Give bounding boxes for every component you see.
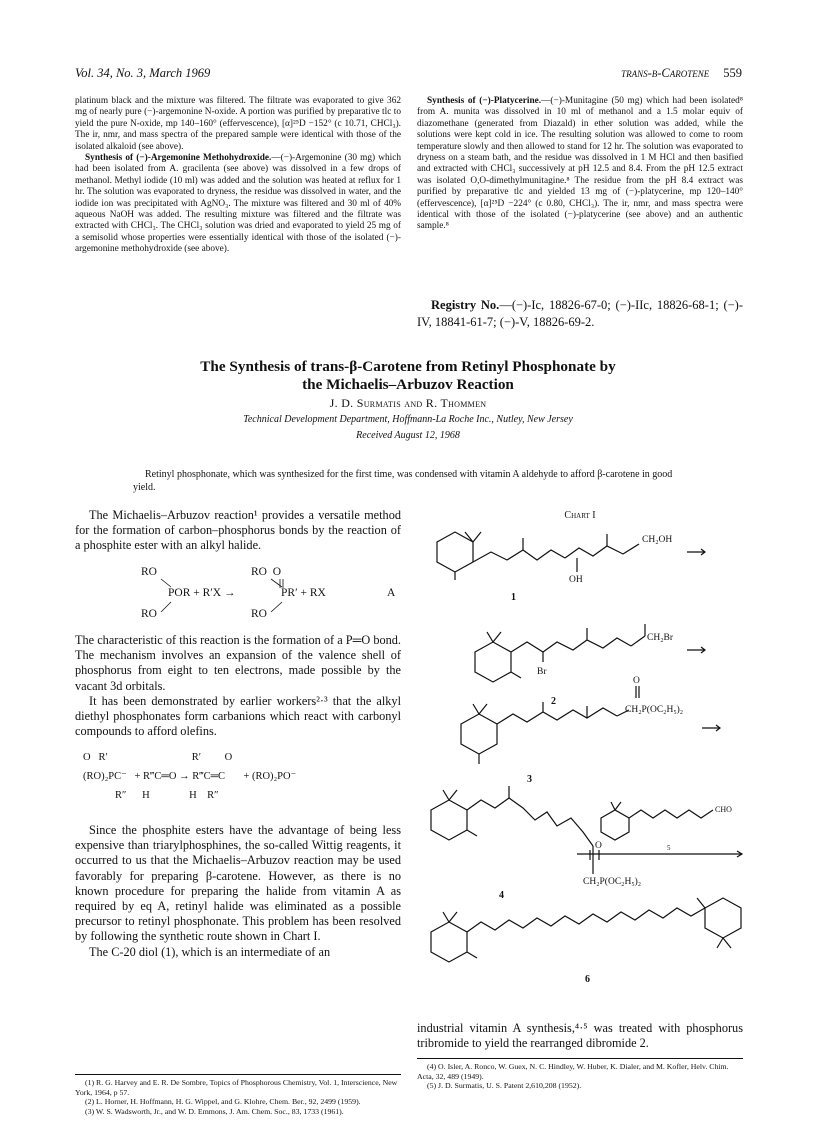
journal-header: Vol. 34, No. 3, March 1969	[75, 66, 211, 80]
compound-number: 3	[527, 774, 532, 785]
body-left-lower	[75, 823, 401, 960]
footnote: (2) L. Horner, H. Hoffmann, H. G. Wippel, and G. Klohre, Chem. Ber., 92, 2499 (1959).	[85, 1097, 361, 1107]
compound-1	[437, 532, 705, 603]
body-right-continuation	[417, 1021, 743, 1051]
affiliation: Technical Development Department, Hoffmann-La Roche Inc., Nutley, New Jersey	[243, 414, 573, 425]
running-title: trans-β-Carotene	[621, 66, 710, 80]
reagent-number: 5	[667, 844, 671, 852]
substituent-label: CH₂Br	[647, 633, 674, 643]
substituent-label: CH₂P(OC₂H₅)₂	[583, 877, 642, 887]
paragraph: industrial vitamin A synthesis,⁴·⁵ was treated with phosphorus tribromide to yield the rearranged dibromide 2.	[417, 1021, 743, 1051]
eq-term: RO O	[251, 566, 282, 578]
footnote: (3) W. S. Wadsworth, Jr., and W. D. Emmons, J. Am. Chem. Soc., 83, 1733 (1961).	[85, 1106, 344, 1116]
substituent-label: Br	[537, 667, 547, 677]
paragraph: The C-20 diol (1), which is an intermediate of an	[89, 944, 331, 959]
compound-number: 1	[511, 592, 516, 603]
substituent-label: O	[633, 676, 640, 686]
body-left-middle	[75, 633, 401, 739]
paragraph-text: —(−)-Munitagine (50 mg) which had been isolated⁸ from A. munita was dissolved in 10 ml of methanol and a 1.5 molar equiv of diazomethane (generated from Diazald) in ether solution was added, while the solutions were kept cold in ice. The resulting solution was allowed to come to room temperature slowly and then allowed to stand for 12 hr. The solution was evaporated to dryness on a steam bath, and the residue was dissolved in 1 M HCl and then basified and extracted with CHCl₃ successively at pH 12.5 and 8.4. From the pH 12.5 extract was isolated O,O-dimethylmunitagine.⁸ The residue from the pH 8.4 extract was purified by preparative tlc and yielded 13 mg of (−)-platycerine, mp 120–140° (effervescence), [α]²⁵D −224° (c 0.80, CHCl₃). The ir, nmr, and mass spectra were identical with those of the isolated (−)-platycerine (see above) and an authentic sample.⁸	[417, 96, 744, 232]
substituent-label: OH	[569, 575, 583, 585]
compound-number: 2	[551, 696, 556, 707]
eq-label: A	[387, 587, 396, 599]
chart-i-scheme	[417, 520, 747, 990]
footnote: (1) R. G. Harvey and E. R. De Sombre, Topics of Phosphorous Chemistry, Vol. 1, Interscience, New York, 1964, p 57.	[75, 1078, 398, 1097]
compound-number: 6	[585, 974, 590, 985]
footnotes-left	[75, 1078, 401, 1116]
paragraph: It has been demonstrated by earlier workers²·³ that the alkyl diethyl phosphonates form carbanions which react with carbonyl compounds to afford olefins.	[75, 693, 401, 739]
eq-row: O R′ R′ O	[83, 752, 233, 763]
paragraph: The characteristic of this reaction is the formation of a P═O bond. The mechanism involves an expansion of the valence shell of phosphorus from eight to ten electrons, made possible by the vacant 3d orbitals.	[75, 633, 401, 693]
prev-article-left-column	[75, 96, 401, 256]
abstract: Retinyl phosphonate, which was synthesized for the first time, was condensed with vitamin A aldehyde to afford β-carotene in good yield.	[133, 469, 673, 493]
compound-3	[461, 676, 720, 785]
compound-number: 4	[499, 890, 504, 901]
substituent-label: CH₂P(OC₂H₅)₂	[625, 705, 684, 715]
substituent-label: CH₂OH	[642, 535, 673, 545]
paragraph	[75, 153, 401, 256]
footnote-rule	[75, 1074, 401, 1075]
running-header	[520, 66, 742, 81]
paragraph: platinum black and the mixture was filtered. The filtrate was evaporated to give 362 mg of nearly pure (−)-argemonine N-oxide. A portion was purified by preparative tlc to yield the pure N-oxide, mp 140–160° (effervescence), [α]²⁵D −152° (c 10.71, CHCl₃). The ir, nmr, and mass spectra of the prepared sample were identical with those of the isolated alkaloid (see above).	[75, 96, 401, 152]
eq-term: RO	[141, 608, 157, 620]
paragraph-heading: Synthesis of (−)-Platycerine.	[427, 96, 542, 106]
paragraph-text: —(−)-Argemonine (30 mg) which had been isolated from A. gracilenta (see above) was dissolved in a few drops of methanol. Methyl iodide (10 ml) was added and the solution was heated at reflux for 1 hr. The solution was evaporated to dryness, the residue was dissolved in water, and the iodide ion was precipitated with AgNO₃. The mixture was filtered and 30 ml of 40% aqueous NaOH was added. The resulting mixture was filtered and the filtrate was extracted with CHCl₃. The CHCl₃ solution was dried and evaporated to yield 25 mg of a semisolid whose properties were essentially identical with those of the isolated (−)-argemonine methohydroxide (see above).	[75, 153, 401, 255]
received-date: Received August 12, 1968	[356, 430, 460, 441]
footnote: (4) O. Isler, A. Ronco, W. Guex, N. C. Hindley, W. Huber, K. Dialer, and M. Kofler, Helv. Chim. Acta, 32, 489 (1949).	[417, 1062, 729, 1081]
eq-term: POR + R′X →	[168, 587, 236, 599]
article-title	[75, 358, 741, 394]
eq-row: (RO)₂PC⁻ + R‴C═O → R‴C═C + (RO)₂PO⁻	[83, 771, 297, 782]
title-line: the Michaelis–Arbuzov Reaction	[302, 376, 514, 393]
eq-term: RO	[251, 608, 267, 620]
registry-text: —(−)-Ic, 18826-67-0; (−)-IIc, 18826-68-1; (−)-IV, 18841-61-7; (−)-V, 18826-69-2.	[417, 298, 743, 329]
authors: J. D. Surmatis and R. Thommen	[329, 396, 487, 410]
substituent-label: O	[595, 841, 602, 851]
registry-heading: Registry No.	[431, 298, 500, 312]
equation-a	[75, 566, 401, 626]
compound-4	[431, 786, 742, 901]
paragraph-heading: Synthesis of (−)-Argemonine Methohydroxide.	[85, 153, 272, 164]
eq-term: RO	[141, 566, 157, 578]
title-line: The Synthesis of trans-β-Carotene from Retinyl Phosphonate by	[200, 358, 616, 375]
compound-6	[431, 898, 741, 985]
paragraph: Since the phosphite esters have the advantage of being less expensive than triarylphosphines, the so-called Wittig reagents, it occurred to us that the Michaelis–Arbuzov reaction may be used favorably for preparing β-carotene. However, as there is no known procedure for preparing the halide from vitamin A as required by eq A, retinyl halide was eliminated as a possible precursor to retinyl phosphonate. This problem has been resolved by following the synthetic route shown in Chart I.	[75, 823, 401, 944]
body-left-intro	[75, 508, 401, 554]
substituent-label: CHO	[715, 805, 732, 814]
eq-bonds	[75, 566, 401, 626]
prev-article-right-column	[417, 96, 743, 233]
footnote-rule	[417, 1058, 743, 1059]
footnotes-right	[417, 1062, 743, 1091]
compound-2	[475, 624, 705, 707]
equation-b	[75, 752, 401, 810]
page-number: 559	[723, 66, 742, 80]
registry-numbers	[417, 297, 743, 331]
paragraph: The Michaelis–Arbuzov reaction¹ provides a versatile method for the formation of carbon–phosphorus bonds by the reaction of a phosphite ester with an alkyl halide.	[75, 508, 401, 553]
paragraph	[417, 96, 743, 233]
footnote: (5) J. D. Surmatis, U. S. Patent 2,610,208 (1952).	[427, 1081, 582, 1091]
eq-term: PR′ + RX	[281, 587, 326, 599]
chart-title: Chart I	[564, 510, 596, 521]
eq-row: R″ H H R″	[115, 790, 219, 801]
